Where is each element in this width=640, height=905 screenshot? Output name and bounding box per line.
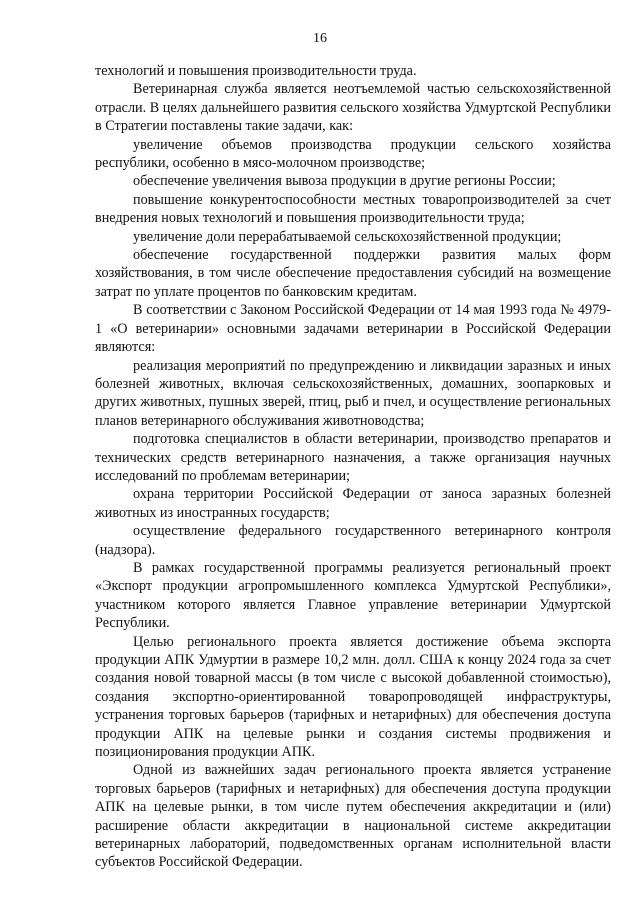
page-body	[95, 62, 611, 872]
paragraph-vet-service: Ветеринарная служба является неотъемлемой частью сельскохозяйственной отрасли. В целях дальнейшего развития сельского хозяйства Удмуртской Республики в Стратегии поставлены такие задачи, как:	[95, 81, 611, 135]
paragraph-project-task: Одной из важнейших задач регионального проекта является устранение торговых барьеров (тарифных и нетарифных) для обеспечения доступа продукции АПК на целевые рынки, в том числе путем обеспечения аккредитации и (или) расширение области аккредитации в национальной системе аккредитации ветеринарных лабораторий, подведомственных органам исполнительной власти субъектов Российской Федерации.	[95, 762, 611, 871]
paragraph-project-goal: Целью регионального проекта является достижение объема экспорта продукции АПК Удмуртии в размере 10,2 млн. долл. США к концу 2024 года за счет создания новой товарной массы (в том числе с высокой добавленной стоимостью), создания экспортно-ориентированной товаропроводящей инфраструктуры, устранения торговых барьеров (тарифных и нетарифных) для обеспечения доступа продукции АПК на целевые рынки и создания системы продвижения и позиционирования продукции АПК.	[95, 633, 611, 761]
paragraph-law-reference: В соответствии с Законом Российской Федерации от 14 мая 1993 года № 4979-1 «О ветеринарии» основными задачами ветеринарии в Российской Федерации являются:	[95, 302, 611, 356]
vet-task-item: подготовка специалистов в области ветеринарии, производство препаратов и технических средств ветеринарного назначения, а также организация научных исследований по проблемам ветеринарии;	[95, 431, 611, 484]
vet-task-item: охрана территории Российской Федерации от заноса заразных болезней животных из иностранных государств;	[95, 486, 611, 521]
task-item: обеспечение государственной поддержки развития малых форм хозяйствования, в том числе обеспечение предоставления субсидий на возмещение затрат по уплате процентов по банковским кредитам.	[95, 247, 611, 300]
page-number: 16	[313, 31, 327, 46]
task-item: увеличение объемов производства продукции сельского хозяйства республики, особенно в мясо-молочном производстве;	[95, 136, 611, 172]
task-item: повышение конкурентоспособности местных товаропроизводителей за счет внедрения новых технологий и повышения производительности труда;	[95, 191, 611, 227]
vet-task-item: осуществление федерального государственного ветеринарного контроля (надзора).	[95, 523, 611, 558]
task-item: обеспечение увеличения вывоза продукции в другие регионы России;	[133, 173, 556, 190]
task-item: увеличение доли перерабатываемой сельскохозяйственной продукции;	[133, 228, 562, 245]
paragraph-regional-project: В рамках государственной программы реализуется региональный проект «Экспорт продукции агропромышленного комплекса Удмуртской Республики», участником которого является Главное управление ветеринарии Удмуртской Республики.	[95, 559, 611, 632]
vet-task-item: реализация мероприятий по предупреждению и ликвидации заразных и иных болезней животных, включая сельскохозяйственных, домашних, зоопарковых и других животных, пушных зверей, птиц, рыб и пчел, и осуществление региональных планов ветеринарного обслуживания животноводства;	[95, 357, 611, 429]
paragraph-continuation: технологий и повышения производительности труда.	[95, 63, 417, 79]
